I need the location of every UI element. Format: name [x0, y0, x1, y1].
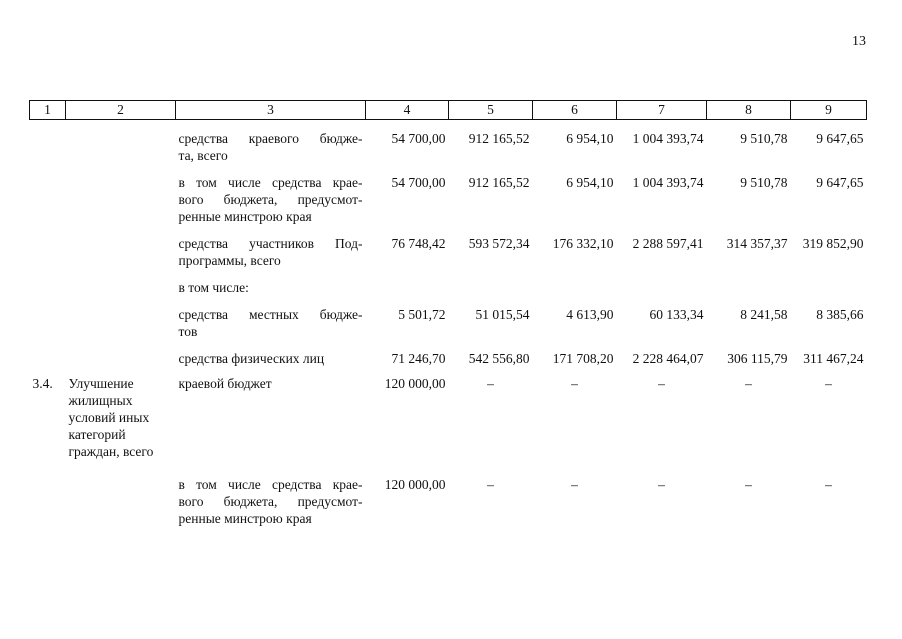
value-col-6: –	[571, 477, 578, 492]
row-description-line: средства краевого бюдже-	[178, 131, 363, 146]
row-description	[176, 120, 366, 165]
row-description	[176, 340, 366, 367]
value-col-6: –	[571, 376, 578, 391]
value-col-6	[533, 269, 617, 296]
row-code	[30, 164, 66, 225]
row-title	[66, 225, 176, 269]
row-description-line: программы, всего	[178, 253, 281, 268]
value-col-4: 5 501,72	[398, 307, 446, 322]
row-description-line: средства участников Под-	[178, 236, 363, 251]
row-description-line: ренные минстрою края	[178, 511, 312, 526]
value-col-5: 912 165,52	[468, 175, 530, 190]
value-col-7: 1 004 393,74	[632, 131, 704, 146]
value-col-6: 6 954,10	[566, 131, 614, 146]
value-col-5: 542 556,80	[468, 351, 530, 366]
row-description	[176, 225, 366, 269]
row-code	[30, 225, 66, 269]
value-col-5	[449, 269, 533, 296]
row-code	[30, 120, 66, 165]
table-row	[30, 120, 867, 165]
row-description-line: в том числе средства крае-	[178, 175, 363, 190]
value-col-9: 9 647,65	[816, 175, 864, 190]
value-col-8: 9 510,78	[740, 175, 788, 190]
row-description-line: тов	[178, 324, 198, 339]
row-code	[30, 296, 66, 340]
value-col-8	[707, 269, 791, 296]
row-description-line: средства физических лиц	[178, 351, 325, 366]
header-col-7: 7	[617, 101, 707, 120]
header-col-3: 3	[176, 101, 366, 120]
value-col-9	[791, 269, 867, 296]
value-col-6: 6 954,10	[566, 175, 614, 190]
row-title-line: категорий	[68, 427, 126, 442]
value-col-9: 319 852,90	[802, 236, 864, 251]
value-col-8: 9 510,78	[740, 131, 788, 146]
value-col-9: 9 647,65	[816, 131, 864, 146]
row-description-line: ренные минстрою края	[178, 209, 312, 224]
value-col-8: 314 357,37	[726, 236, 788, 251]
value-col-4: 120 000,00	[384, 376, 446, 391]
table-body	[30, 120, 867, 528]
row-code: 3.4.	[32, 376, 53, 391]
row-title	[66, 296, 176, 340]
value-col-4: 71 246,70	[391, 351, 446, 366]
row-description	[176, 296, 366, 340]
value-col-4: 54 700,00	[391, 131, 446, 146]
header-col-9: 9	[791, 101, 867, 120]
row-title	[66, 460, 176, 527]
row-description-line: та, всего	[178, 148, 228, 163]
row-title	[66, 367, 176, 460]
page-number: 13	[852, 34, 866, 49]
row-description-line: в том числе средства крае-	[178, 477, 363, 492]
value-col-7: 2 288 597,41	[632, 236, 704, 251]
table-row	[30, 340, 867, 367]
header-col-1: 1	[30, 101, 66, 120]
value-col-9: –	[825, 376, 832, 391]
value-col-4: 76 748,42	[391, 236, 446, 251]
row-description	[176, 269, 366, 296]
row-description-line: в том числе:	[178, 280, 249, 295]
value-col-7: –	[658, 477, 665, 492]
value-col-9: 8 385,66	[816, 307, 864, 322]
value-col-8: 8 241,58	[740, 307, 788, 322]
row-title	[66, 164, 176, 225]
value-col-8: 306 115,79	[727, 351, 788, 366]
row-description	[176, 460, 366, 527]
row-code	[30, 340, 66, 367]
row-code	[30, 269, 66, 296]
value-col-4	[366, 269, 449, 296]
value-col-7	[617, 269, 707, 296]
value-col-7: –	[658, 376, 665, 391]
row-title	[66, 340, 176, 367]
budget-table	[29, 100, 867, 527]
header-col-2: 2	[66, 101, 176, 120]
row-code	[30, 460, 66, 527]
value-col-8: –	[745, 376, 752, 391]
value-col-5: 912 165,52	[468, 131, 530, 146]
row-title-line: условий иных	[68, 410, 150, 425]
value-col-5: 593 572,34	[468, 236, 530, 251]
value-col-5: –	[487, 376, 494, 391]
row-title-line: граждан, всего	[68, 444, 154, 459]
row-title	[66, 120, 176, 165]
value-col-5: –	[487, 477, 494, 492]
value-col-7: 60 133,34	[649, 307, 704, 322]
row-title-line: жилищных	[68, 393, 133, 408]
header-col-4: 4	[366, 101, 449, 120]
table-row	[30, 367, 867, 460]
row-description-line: вого бюджета, предусмот-	[178, 192, 363, 207]
row-description-line: вого бюджета, предусмот-	[178, 494, 363, 509]
table-row	[30, 269, 867, 296]
value-col-6: 176 332,10	[552, 236, 614, 251]
value-col-8: –	[745, 477, 752, 492]
table-row	[30, 296, 867, 340]
value-col-4: 120 000,00	[384, 477, 446, 492]
header-col-8: 8	[707, 101, 791, 120]
row-title-line: Улучшение	[68, 376, 134, 391]
table-row	[30, 225, 867, 269]
value-col-7: 1 004 393,74	[632, 175, 704, 190]
value-col-5: 51 015,54	[475, 307, 530, 322]
value-col-9: –	[825, 477, 832, 492]
row-description	[176, 367, 366, 460]
row-title	[66, 269, 176, 296]
value-col-7: 2 228 464,07	[632, 351, 704, 366]
table-row	[30, 460, 867, 527]
value-col-9: 311 467,24	[803, 351, 864, 366]
header-row	[30, 101, 867, 120]
row-description-line: краевой бюджет	[178, 376, 272, 391]
table-row	[30, 164, 867, 225]
header-col-5: 5	[449, 101, 533, 120]
value-col-6: 171 708,20	[552, 351, 614, 366]
value-col-6: 4 613,90	[566, 307, 614, 322]
row-description	[176, 164, 366, 225]
header-col-6: 6	[533, 101, 617, 120]
row-description-line: средства местных бюдже-	[178, 307, 363, 322]
table-header	[30, 101, 867, 120]
value-col-4: 54 700,00	[391, 175, 446, 190]
